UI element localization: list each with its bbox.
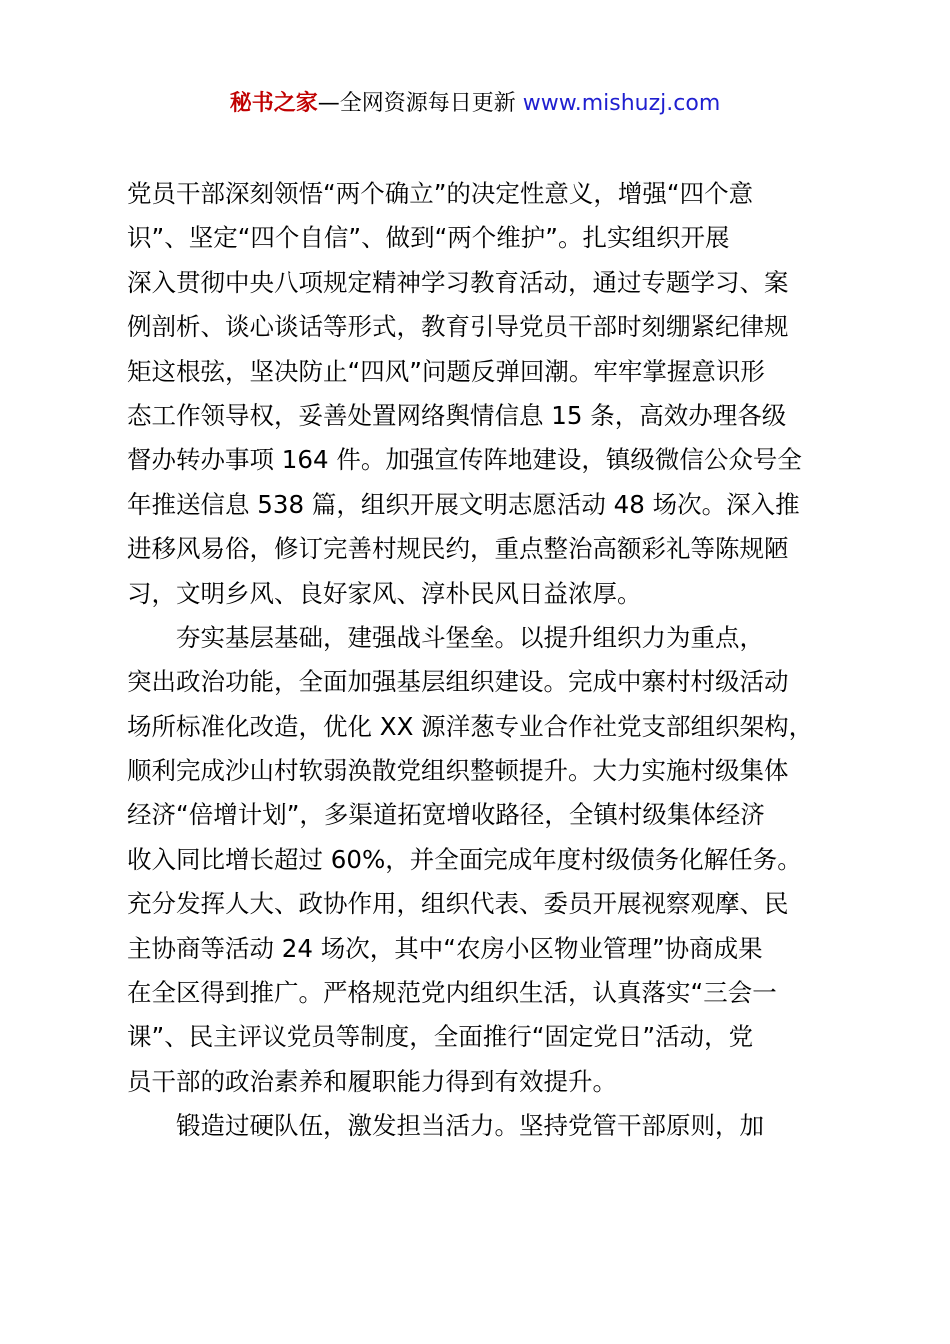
text-line: 矩这根弦，坚决防止“四风”问题反弹回潮。牢牢掌握意识形 <box>127 356 765 386</box>
text-line: 顺利完成沙山村软弱涣散党组织整顿提升。大力实施村级集体 <box>127 756 789 786</box>
site-url[interactable]: www.mishuzj.com <box>522 91 721 116</box>
site-brand: 秘书之家 <box>229 91 318 116</box>
document-body <box>127 172 837 1149</box>
text-line: 主协商等活动 24 场次，其中“农房小区物业管理”协商成果 <box>127 933 763 963</box>
text-line: 深入贯彻中央八项规定精神学习教育活动，通过专题学习、案 <box>127 267 789 297</box>
text-line: 课”、民主评议党员等制度，全面推行“固定党日”活动，党 <box>127 1022 754 1052</box>
text-line: 识”、坚定“四个自信”、做到“两个维护”。扎实组织开展 <box>127 223 730 253</box>
site-tagline: —全网资源每日更新 <box>317 91 523 116</box>
text-line: 习，文明乡风、良好家风、淳朴民风日益浓厚。 <box>127 578 642 608</box>
text-line: 员干部的政治素养和履职能力得到有效提升。 <box>127 1066 617 1096</box>
text-line: 年推送信息 538 篇，组织开展文明志愿活动 48 场次。深入推 <box>127 489 800 519</box>
paragraph-start-line: 锻造过硬队伍，激发担当活力。坚持党管干部原则，加 <box>176 1111 764 1141</box>
paragraph-start-line: 夯实基层基础，建强战斗堡垒。以提升组织力为重点， <box>176 622 764 652</box>
text-line: 场所标准化改造，优化 XX 源洋葱专业合作社党支部组织架构， <box>127 711 814 741</box>
text-line: 督办转办事项 164 件。加强宣传阵地建设，镇级微信公众号全 <box>127 445 802 475</box>
text-line: 在全区得到推广。严格规范党内组织生活，认真落实“三会一 <box>127 978 777 1008</box>
site-header <box>0 88 950 120</box>
text-line: 进移风易俗，修订完善村规民约，重点整治高额彩礼等陈规陋 <box>127 534 789 564</box>
text-line: 突出政治功能，全面加强基层组织建设。完成中寨村村级活动 <box>127 667 789 697</box>
text-line: 收入同比增长超过 60%，并全面完成年度村级债务化解任务。 <box>127 844 802 874</box>
text-line: 例剖析、谈心谈话等形式，教育引导党员干部时刻绷紧纪律规 <box>127 312 789 342</box>
text-line: 经济“倍增计划”，多渠道拓宽增收路径，全镇村级集体经济 <box>127 800 765 830</box>
text-line: 态工作领导权，妥善处置网络舆情信息 15 条，高效办理各级 <box>127 400 787 430</box>
text-line: 充分发挥人大、政协作用，组织代表、委员开展视察观摩、民 <box>127 889 789 919</box>
text-line: 党员干部深刻领悟“两个确立”的决定性意义，增强“四个意 <box>127 179 754 208</box>
